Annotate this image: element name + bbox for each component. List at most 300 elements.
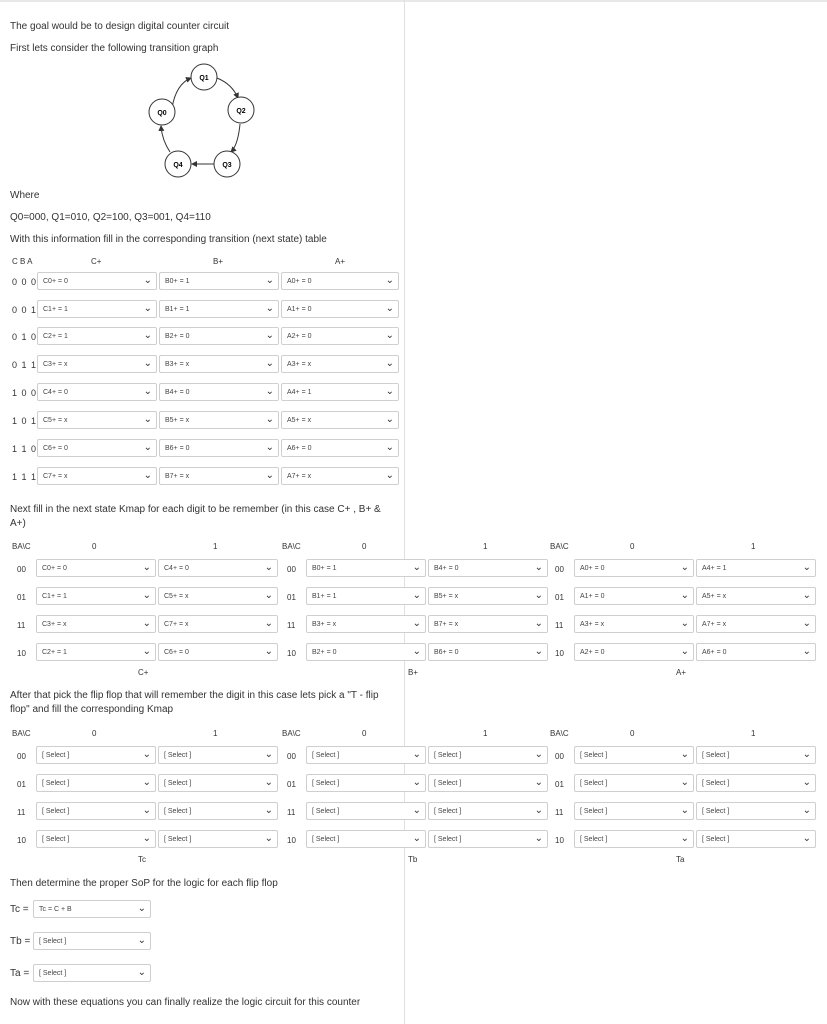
svg-text:Q1: Q1 [199,75,209,82]
chevron-down-icon: ⌄ [142,562,151,573]
sop-select[interactable] [33,900,151,918]
c-next-select-value: C3+ = x [43,360,68,368]
chevron-down-icon: ⌄ [264,646,273,657]
closing-text: Now with these equations you can finally realize the logic circuit for this counter [10,997,361,1008]
b-next-select-value: B4+ = 0 [165,388,190,396]
kmap-cell-select[interactable] [574,559,694,577]
node-q3 [214,151,240,177]
chevron-down-icon: ⌄ [137,967,146,978]
chevron-down-icon: ⌄ [534,833,543,844]
kmap-cell-select-value: B0+ = 1 [312,564,337,572]
chevron-down-icon: ⌄ [802,562,811,573]
kmap-cell-select-value: [ Select ] [312,835,340,843]
c-next-select[interactable] [37,467,157,485]
kmap-cell-select[interactable] [696,746,816,764]
c-next-select[interactable] [37,411,157,429]
kmap-col-0-header: 0 [92,729,97,738]
a-next-select-value: A3+ = x [287,360,312,368]
kmap-cell-select[interactable] [36,559,156,577]
kmap-row-label: 11 [17,808,26,817]
kmap-cell-select-value: B6+ = 0 [434,648,459,656]
node-q2 [228,97,254,123]
kmap-cell-select-value: A1+ = 0 [580,592,605,600]
a-next-select[interactable] [281,467,399,485]
kmap-cell-select[interactable] [696,774,816,792]
chevron-down-icon: ⌄ [143,330,152,341]
kmap-cell-select[interactable] [574,774,694,792]
kmap-row-label: 01 [555,593,564,602]
kmap-row-label: 11 [287,621,296,630]
kmap-cell-select[interactable] [574,587,694,605]
kmap-corner-label: BA\C [550,542,569,551]
kmap-cell-select[interactable] [36,643,156,661]
kmap-cell-select-value: [ Select ] [702,807,730,815]
kmap-cell-select-value: [ Select ] [42,807,70,815]
b-next-select[interactable] [159,383,279,401]
kmap-cell-select-value: [ Select ] [42,751,70,759]
kmap-cell-select-value: [ Select ] [702,835,730,843]
chevron-down-icon: ⌄ [680,749,689,760]
c-next-select[interactable] [37,439,157,457]
kmap-cell-select[interactable] [306,559,426,577]
kmap-cell-select[interactable] [696,802,816,820]
kmap-row-label: 01 [287,780,296,789]
kmap-row-label: 01 [17,780,26,789]
b-next-select[interactable] [159,411,279,429]
kmap-cell-select-value: A4+ = 1 [702,564,727,572]
svg-text:Q3: Q3 [222,162,232,169]
state-label: 1 0 1 [12,416,38,426]
sop-label: Ta = [10,968,30,979]
chevron-down-icon: ⌄ [385,358,394,369]
c-next-select-value: C5+ = x [43,416,68,424]
kmap-cell-select[interactable] [306,830,426,848]
kmap-cell-select[interactable] [306,587,426,605]
kmap-corner-label: BA\C [12,729,31,738]
a-next-select-value: A7+ = x [287,472,312,480]
b-next-select-value: B5+ = x [165,416,190,424]
kmap-cell-select-value: C6+ = 0 [164,648,189,656]
kmap-cell-select-value: [ Select ] [434,835,462,843]
chevron-down-icon: ⌄ [385,470,394,481]
kmap-cell-select[interactable] [428,559,548,577]
b-next-select[interactable] [159,272,279,290]
kmap-cell-select-value: [ Select ] [580,751,608,759]
kmap-row-label: 00 [287,752,296,761]
kmap-cell-select-value: [ Select ] [580,807,608,815]
kmap-row-label: 00 [555,565,564,574]
chevron-down-icon: ⌄ [385,330,394,341]
chevron-down-icon: ⌄ [680,618,689,629]
kmap-cell-select[interactable] [428,587,548,605]
a-next-select-value: A2+ = 0 [287,332,312,340]
chevron-down-icon: ⌄ [680,833,689,844]
state-label: 0 0 1 [12,305,38,315]
kmap-row-label: 10 [555,836,564,845]
chevron-down-icon: ⌄ [264,590,273,601]
kmap-cell-select-value: [ Select ] [580,835,608,843]
a-next-select[interactable] [281,411,399,429]
kmap-cell-select[interactable] [428,746,548,764]
intro-line-1: The goal would be to design digital counter circuit [10,21,230,32]
chevron-down-icon: ⌄ [142,590,151,601]
chevron-down-icon: ⌄ [412,618,421,629]
a-next-select[interactable] [281,355,399,373]
kmap-cell-select[interactable] [428,774,548,792]
b-next-select[interactable] [159,327,279,345]
chevron-down-icon: ⌄ [137,903,146,914]
kmap-cell-select-value: [ Select ] [702,779,730,787]
chevron-down-icon: ⌄ [137,935,146,946]
kmap-row-label: 01 [17,593,26,602]
a-next-select-value: A5+ = x [287,416,312,424]
kmap-cell-select[interactable] [36,802,156,820]
chevron-down-icon: ⌄ [534,590,543,601]
chevron-down-icon: ⌄ [264,777,273,788]
c-next-select[interactable] [37,355,157,373]
chevron-down-icon: ⌄ [142,777,151,788]
kmap-cell-select[interactable] [158,643,278,661]
kmap-cell-select[interactable] [574,746,694,764]
a-next-select-value: A1+ = 0 [287,305,312,313]
kmap-corner-label: BA\C [282,542,301,551]
a-next-select[interactable] [281,272,399,290]
kmap-footer-label: B+ [408,668,419,677]
kmap-row-label: 10 [287,836,296,845]
kmap-cell-select-value: [ Select ] [580,779,608,787]
kmap-cell-select-value: A2+ = 0 [580,648,605,656]
kmap-cell-select[interactable] [696,643,816,661]
b-next-select-value: B7+ = x [165,472,190,480]
sop-select-value: Tc = C + B [39,905,72,913]
chevron-down-icon: ⌄ [265,442,274,453]
chevron-down-icon: ⌄ [264,833,273,844]
kmap-cell-select-value: [ Select ] [434,807,462,815]
c-next-select-value: C2+ = 1 [43,332,68,340]
chevron-down-icon: ⌄ [534,805,543,816]
kmap-cell-select[interactable] [158,830,278,848]
kmap-cell-select[interactable] [306,774,426,792]
chevron-down-icon: ⌄ [680,805,689,816]
b-next-select-value: B2+ = 0 [165,332,190,340]
c-next-select[interactable] [37,300,157,318]
chevron-down-icon: ⌄ [802,749,811,760]
c-next-select[interactable] [37,383,157,401]
kmap-cell-select-value: [ Select ] [312,779,340,787]
kmap-cell-select[interactable] [574,615,694,633]
sop-label: Tb = [10,936,31,947]
a-next-select-value: A0+ = 0 [287,277,312,285]
edge-q4-q0 [161,126,170,152]
kmap-cell-select-value: A7+ = x [702,620,727,628]
chevron-down-icon: ⌄ [264,749,273,760]
kmap-cell-select-value: A6+ = 0 [702,648,727,656]
kmap-corner-label: BA\C [12,542,31,551]
chevron-down-icon: ⌄ [534,646,543,657]
chevron-down-icon: ⌄ [385,414,394,425]
chevron-down-icon: ⌄ [143,470,152,481]
c-next-select-value: C4+ = 0 [43,388,68,396]
c-next-select-value: C7+ = x [43,472,68,480]
kmap-cell-select[interactable] [696,559,816,577]
a-next-select-value: A6+ = 0 [287,444,312,452]
kmap-cell-select[interactable] [36,830,156,848]
kmap-footer-label: Tc [138,855,146,864]
kmap-cell-select-value: A0+ = 0 [580,564,605,572]
a-next-select[interactable] [281,439,399,457]
chevron-down-icon: ⌄ [534,749,543,760]
kmap-cell-select-value: [ Select ] [434,779,462,787]
kmap-col-1-header: 1 [483,729,488,738]
chevron-down-icon: ⌄ [802,590,811,601]
svg-text:Q2: Q2 [236,108,246,115]
kmap-col-1-header: 1 [213,729,218,738]
kmap-cell-select[interactable] [158,615,278,633]
kmap-footer-label: C+ [138,668,149,677]
c-next-select-value: C1+ = 1 [43,305,68,313]
chevron-down-icon: ⌄ [680,562,689,573]
chevron-down-icon: ⌄ [142,618,151,629]
kmap-col-0-header: 0 [362,542,367,551]
kmap-cell-select[interactable] [696,615,816,633]
kmap-cell-select-value: B7+ = x [434,620,459,628]
chevron-down-icon: ⌄ [142,749,151,760]
kmap-cell-select-value: [ Select ] [164,835,192,843]
chevron-down-icon: ⌄ [802,618,811,629]
state-label: 1 0 0 [12,388,38,398]
kmap-cell-select-value: C4+ = 0 [164,564,189,572]
chevron-down-icon: ⌄ [143,414,152,425]
c-next-select[interactable] [37,327,157,345]
kmap-row-label: 11 [555,621,564,630]
kmap-row-label: 11 [17,621,26,630]
kmap-cell-select-value: [ Select ] [702,751,730,759]
chevron-down-icon: ⌄ [142,646,151,657]
node-q1 [191,64,217,90]
kmap-col-1-header: 1 [213,542,218,551]
chevron-down-icon: ⌄ [265,414,274,425]
node-q4 [165,151,191,177]
c-next-select-value: C0+ = 0 [43,277,68,285]
kmap-cell-select[interactable] [36,587,156,605]
chevron-down-icon: ⌄ [143,303,152,314]
kmap-cell-select-value: A5+ = x [702,592,727,600]
kmap-cell-select[interactable] [428,830,548,848]
chevron-down-icon: ⌄ [385,442,394,453]
chevron-down-icon: ⌄ [534,618,543,629]
kmap-footer-label: Tb [408,855,418,864]
state-encoding: Q0=000, Q1=010, Q2=100, Q3=001, Q4=110 [10,212,211,223]
kmap-cell-select[interactable] [428,615,548,633]
chevron-down-icon: ⌄ [264,562,273,573]
kmap-cell-select[interactable] [36,746,156,764]
kmap-cell-select[interactable] [158,802,278,820]
a-next-select-value: A4+ = 1 [287,388,312,396]
b-next-select-value: B0+ = 1 [165,277,190,285]
sop-select-value: [ Select ] [39,969,67,977]
chevron-down-icon: ⌄ [534,562,543,573]
sop-label: Tc = [10,904,29,915]
chevron-down-icon: ⌄ [265,303,274,314]
kmap-row-label: 01 [287,593,296,602]
chevron-down-icon: ⌄ [412,590,421,601]
kmap-cell-select[interactable] [428,802,548,820]
kmap-col-0-header: 0 [362,729,367,738]
a-next-select[interactable] [281,300,399,318]
kmap-cell-select-value: B2+ = 0 [312,648,337,656]
chevron-down-icon: ⌄ [802,646,811,657]
chevron-down-icon: ⌄ [143,442,152,453]
kmap-footer-label: Ta [676,855,685,864]
transition-graph [0,0,404,190]
kmap-cell-select-value: A3+ = x [580,620,605,628]
kmap-row-label: 10 [17,836,26,845]
kmap-cell-select[interactable] [158,774,278,792]
chevron-down-icon: ⌄ [264,618,273,629]
kmap-cell-select[interactable] [574,802,694,820]
sop-instruction: Then determine the proper SoP for the logic for each flip flop [10,878,278,889]
kmap-col-1-header: 1 [751,729,756,738]
chevron-down-icon: ⌄ [143,358,152,369]
kmap-col-0-header: 0 [630,729,635,738]
kmap-col-1-header: 1 [483,542,488,551]
chevron-down-icon: ⌄ [412,777,421,788]
kmap-cell-select[interactable] [574,830,694,848]
kmap-col-1-header: 1 [751,542,756,551]
where-label: Where [10,190,40,201]
c-next-select[interactable] [37,272,157,290]
kmap-row-label: 10 [17,649,26,658]
kmap-cell-select-value: C0+ = 0 [42,564,67,572]
kmap-row-label: 00 [555,752,564,761]
kmap-col-0-header: 0 [92,542,97,551]
kmap-instruction: Next fill in the next state Kmap for each digit to be remember (in this case C+ , B+ & A+) [10,504,381,529]
kmap-cell-select[interactable] [158,746,278,764]
kmap-row-label: 11 [287,808,296,817]
chevron-down-icon: ⌄ [142,833,151,844]
table-header-b-plus: B+ [213,257,224,266]
state-label: 0 1 0 [12,332,38,342]
a-next-select[interactable] [281,327,399,345]
chevron-down-icon: ⌄ [534,777,543,788]
kmap-cell-select[interactable] [158,587,278,605]
state-label: 0 0 0 [12,277,38,287]
kmap-cell-select-value: [ Select ] [164,779,192,787]
chevron-down-icon: ⌄ [142,805,151,816]
kmap-corner-label: BA\C [550,729,569,738]
chevron-down-icon: ⌄ [680,777,689,788]
kmap-cell-select[interactable] [696,830,816,848]
kmap-cell-select[interactable] [574,643,694,661]
b-next-select-value: B3+ = x [165,360,190,368]
kmap-cell-select-value: B5+ = x [434,592,459,600]
kmap-row-label: 00 [287,565,296,574]
chevron-down-icon: ⌄ [412,749,421,760]
kmap-cell-select[interactable] [428,643,548,661]
chevron-down-icon: ⌄ [265,358,274,369]
kmap-cell-select-value: C5+ = x [164,592,189,600]
table-header-a-plus: A+ [335,257,346,266]
chevron-down-icon: ⌄ [385,386,394,397]
b-next-select[interactable] [159,467,279,485]
chevron-down-icon: ⌄ [680,646,689,657]
chevron-down-icon: ⌄ [412,805,421,816]
kmap-cell-select[interactable] [306,802,426,820]
kmap-cell-select-value: C1+ = 1 [42,592,67,600]
kmap-cell-select[interactable] [306,643,426,661]
kmap-cell-select-value: C7+ = x [164,620,189,628]
b-next-select[interactable] [159,300,279,318]
chevron-down-icon: ⌄ [412,646,421,657]
kmap-row-label: 00 [17,752,26,761]
edge-q1-q2 [217,78,238,98]
chevron-down-icon: ⌄ [385,303,394,314]
chevron-down-icon: ⌄ [143,386,152,397]
b-next-select[interactable] [159,439,279,457]
edge-q0-q1 [172,78,191,108]
kmap-cell-select-value: C3+ = x [42,620,67,628]
kmap-cell-select[interactable] [158,559,278,577]
table-header-cba: C B A [12,257,33,266]
state-label: 0 1 1 [12,360,38,370]
kmap-cell-select-value: [ Select ] [312,807,340,815]
chevron-down-icon: ⌄ [412,562,421,573]
chevron-down-icon: ⌄ [802,805,811,816]
kmap-cell-select-value: [ Select ] [164,751,192,759]
c-next-select-value: C6+ = 0 [43,444,68,452]
chevron-down-icon: ⌄ [802,833,811,844]
kmap-row-label: 10 [287,649,296,658]
sop-select-value: [ Select ] [39,937,67,945]
b-next-select-value: B1+ = 1 [165,305,190,313]
kmap-cell-select-value: [ Select ] [164,807,192,815]
table-instruction: With this information fill in the corresponding transition (next state) table [10,234,327,245]
chevron-down-icon: ⌄ [802,777,811,788]
chevron-down-icon: ⌄ [265,470,274,481]
kmap-cell-select-value: [ Select ] [312,751,340,759]
kmap-row-label: 11 [555,808,564,817]
chevron-down-icon: ⌄ [680,590,689,601]
kmap-cell-select-value: B4+ = 0 [434,564,459,572]
kmap-cell-select[interactable] [696,587,816,605]
kmap-cell-select[interactable] [36,615,156,633]
kmap-cell-select-value: [ Select ] [42,835,70,843]
kmap-cell-select[interactable] [306,746,426,764]
intro-line-2: First lets consider the following transition graph [10,43,219,54]
chevron-down-icon: ⌄ [264,805,273,816]
kmap-cell-select[interactable] [36,774,156,792]
kmap-col-0-header: 0 [630,542,635,551]
sop-select[interactable] [33,932,151,950]
b-next-select[interactable] [159,355,279,373]
chevron-down-icon: ⌄ [265,386,274,397]
kmap-cell-select-value: C2+ = 1 [42,648,67,656]
kmap-cell-select[interactable] [306,615,426,633]
kmap-cell-select-value: B3+ = x [312,620,337,628]
kmap-row-label: 00 [17,565,26,574]
kmap-row-label: 01 [555,780,564,789]
chevron-down-icon: ⌄ [412,833,421,844]
kmap-cell-select-value: [ Select ] [434,751,462,759]
state-label: 1 1 0 [12,444,38,454]
flipflop-instruction: After that pick the flip flop that will remember the digit in this case lets pick a "T - flip flop" and fill the corresponding Kmap [10,690,379,715]
svg-text:Q0: Q0 [157,110,167,117]
kmap-cell-select-value: [ Select ] [42,779,70,787]
a-next-select[interactable] [281,383,399,401]
sop-select[interactable] [33,964,151,982]
chevron-down-icon: ⌄ [143,275,152,286]
b-next-select-value: B6+ = 0 [165,444,190,452]
